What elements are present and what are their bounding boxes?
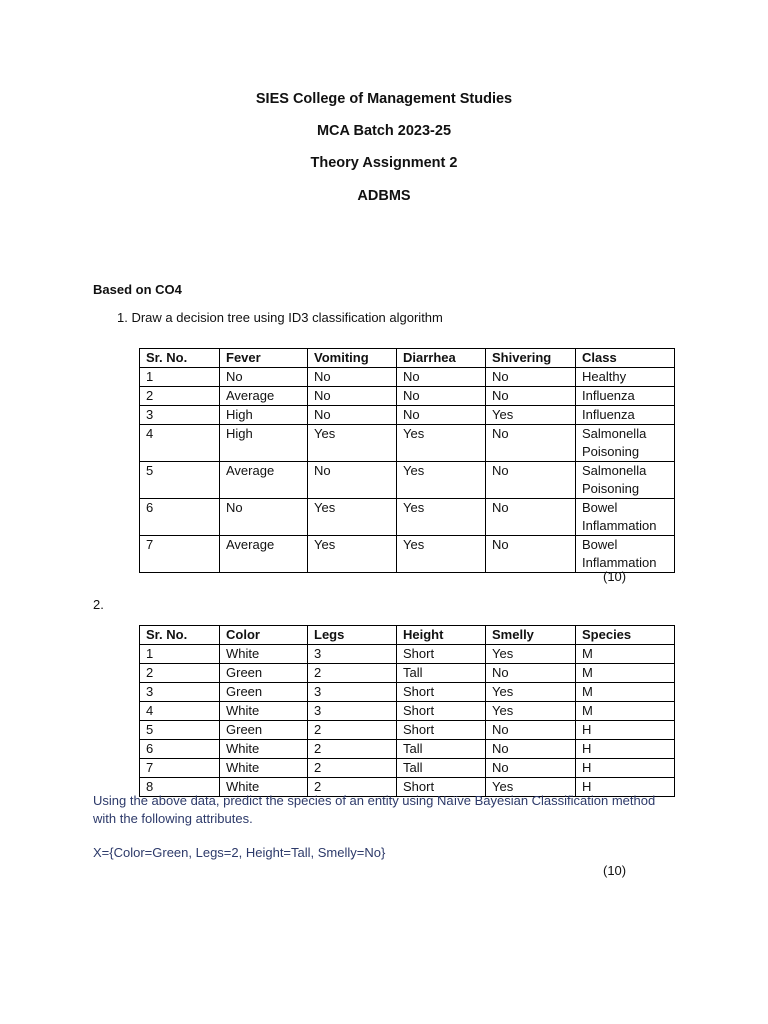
table-cell: H (576, 778, 675, 797)
table-cell: M (576, 702, 675, 721)
table-cell: Yes (397, 536, 486, 573)
batch-title: MCA Batch 2023-25 (316, 123, 452, 139)
table-cell: Yes (308, 536, 397, 573)
table-cell: 6 (140, 499, 220, 536)
table-cell: High (220, 406, 308, 425)
question-2-table (139, 625, 675, 797)
assignment-title: Theory Assignment 2 (310, 155, 458, 171)
table-cell: No (220, 368, 308, 387)
table-cell: No (486, 536, 576, 573)
table-cell: Yes (486, 683, 576, 702)
table-cell: M (576, 683, 675, 702)
table-cell: Green (220, 664, 308, 683)
table-cell: White (220, 778, 308, 797)
table-cell: 8 (140, 778, 220, 797)
table-cell: No (308, 368, 397, 387)
table-cell: Bowel Inflammation (576, 536, 675, 573)
table-cell: White (220, 702, 308, 721)
table-cell: Tall (397, 759, 486, 778)
table-cell: 1 (140, 368, 220, 387)
table-cell: 2 (140, 387, 220, 406)
table-header-row (140, 626, 675, 645)
table-cell: No (486, 499, 576, 536)
table-cell: 2 (308, 759, 397, 778)
table-row (140, 702, 675, 721)
subject-title: ADBMS (357, 188, 411, 204)
table-row (140, 387, 675, 406)
table-cell: Influenza (576, 406, 675, 425)
column-header: Sr. No. (140, 349, 220, 368)
table-cell: 5 (140, 721, 220, 740)
question-1-text: 1. Draw a decision tree using ID3 classification algorithm (117, 310, 443, 325)
table-cell: High (220, 425, 308, 462)
question-2-description: Using the above data, predict the species of an entity using Naïve Bayesian Classification method with the following attributes. (93, 793, 656, 826)
table-cell: H (576, 759, 675, 778)
table-cell: M (576, 645, 675, 664)
table-cell: Yes (397, 499, 486, 536)
column-header: Height (397, 626, 486, 645)
column-header: Vomiting (308, 349, 397, 368)
table-row (140, 759, 675, 778)
table-row (140, 536, 675, 573)
table-cell: No (486, 740, 576, 759)
table-cell: 2 (308, 721, 397, 740)
table-cell: Healthy (576, 368, 675, 387)
question-2-number: 2. (93, 597, 104, 612)
table-cell: Bowel Inflammation (576, 499, 675, 536)
table-cell: White (220, 759, 308, 778)
table-cell: Influenza (576, 387, 675, 406)
table-row (140, 425, 675, 462)
table-cell: Short (397, 778, 486, 797)
table-cell: No (397, 406, 486, 425)
column-header: Shivering (486, 349, 576, 368)
table-row (140, 368, 675, 387)
table-row (140, 740, 675, 759)
table-cell: 7 (140, 536, 220, 573)
table-cell: Average (220, 387, 308, 406)
table-cell: White (220, 645, 308, 664)
table-cell: Yes (486, 702, 576, 721)
table-cell: 3 (140, 406, 220, 425)
column-header: Sr. No. (140, 626, 220, 645)
table-cell: 3 (308, 683, 397, 702)
column-header: Class (576, 349, 675, 368)
table-cell: H (576, 740, 675, 759)
section-label: Based on CO4 (93, 282, 182, 297)
column-header: Diarrhea (397, 349, 486, 368)
table-cell: Average (220, 536, 308, 573)
table-cell: 4 (140, 702, 220, 721)
college-name: SIES College of Management Studies (255, 91, 513, 107)
table-cell: Tall (397, 740, 486, 759)
table-cell: 2 (308, 778, 397, 797)
table-cell: Short (397, 645, 486, 664)
question-1-marks: (10) (603, 569, 627, 584)
table-cell: Salmonella Poisoning (576, 425, 675, 462)
table-cell: Yes (486, 406, 576, 425)
table-row (140, 406, 675, 425)
table-cell: Short (397, 702, 486, 721)
table-cell: No (486, 425, 576, 462)
column-header: Color (220, 626, 308, 645)
table-cell: Yes (397, 425, 486, 462)
table-cell: No (308, 387, 397, 406)
table-cell: H (576, 721, 675, 740)
table-row (140, 664, 675, 683)
table-row (140, 721, 675, 740)
table-header-row (140, 349, 675, 368)
table-cell: No (486, 462, 576, 499)
table-cell: Salmonella Poisoning (576, 462, 675, 499)
column-header: Smelly (486, 626, 576, 645)
table-cell: 1 (140, 645, 220, 664)
table-cell: No (486, 759, 576, 778)
table-cell: 2 (308, 664, 397, 683)
table-row (140, 499, 675, 536)
question-2-query: X={Color=Green, Legs=2, Height=Tall, Smelly=No} (93, 845, 386, 860)
table-cell: 3 (140, 683, 220, 702)
table-cell: White (220, 740, 308, 759)
table-cell: M (576, 664, 675, 683)
table-cell: Yes (486, 778, 576, 797)
table-cell: Green (220, 683, 308, 702)
table-cell: No (486, 664, 576, 683)
question-2-marks: (10) (603, 863, 627, 878)
column-header: Species (576, 626, 675, 645)
table-cell: No (486, 368, 576, 387)
table-cell: No (220, 499, 308, 536)
table-row (140, 462, 675, 499)
table-cell: 4 (140, 425, 220, 462)
column-header: Fever (220, 349, 308, 368)
table-cell: No (486, 721, 576, 740)
table-cell: 3 (308, 702, 397, 721)
table-cell: No (308, 462, 397, 499)
column-header: Legs (308, 626, 397, 645)
table-cell: 2 (308, 740, 397, 759)
table-cell: Yes (486, 645, 576, 664)
table-cell: No (486, 387, 576, 406)
table-cell: No (308, 406, 397, 425)
table-cell: Short (397, 683, 486, 702)
table-cell: Tall (397, 664, 486, 683)
table-cell: 7 (140, 759, 220, 778)
table-cell: Yes (308, 499, 397, 536)
table-row (140, 645, 675, 664)
table-cell: 3 (308, 645, 397, 664)
table-cell: Yes (397, 462, 486, 499)
table-cell: Yes (308, 425, 397, 462)
table-cell: 5 (140, 462, 220, 499)
table-row (140, 683, 675, 702)
table-cell: 2 (140, 664, 220, 683)
table-cell: No (397, 368, 486, 387)
question-1-table (139, 348, 675, 573)
table-cell: No (397, 387, 486, 406)
table-cell: Average (220, 462, 308, 499)
table-cell: 6 (140, 740, 220, 759)
table-cell: Green (220, 721, 308, 740)
table-cell: Short (397, 721, 486, 740)
